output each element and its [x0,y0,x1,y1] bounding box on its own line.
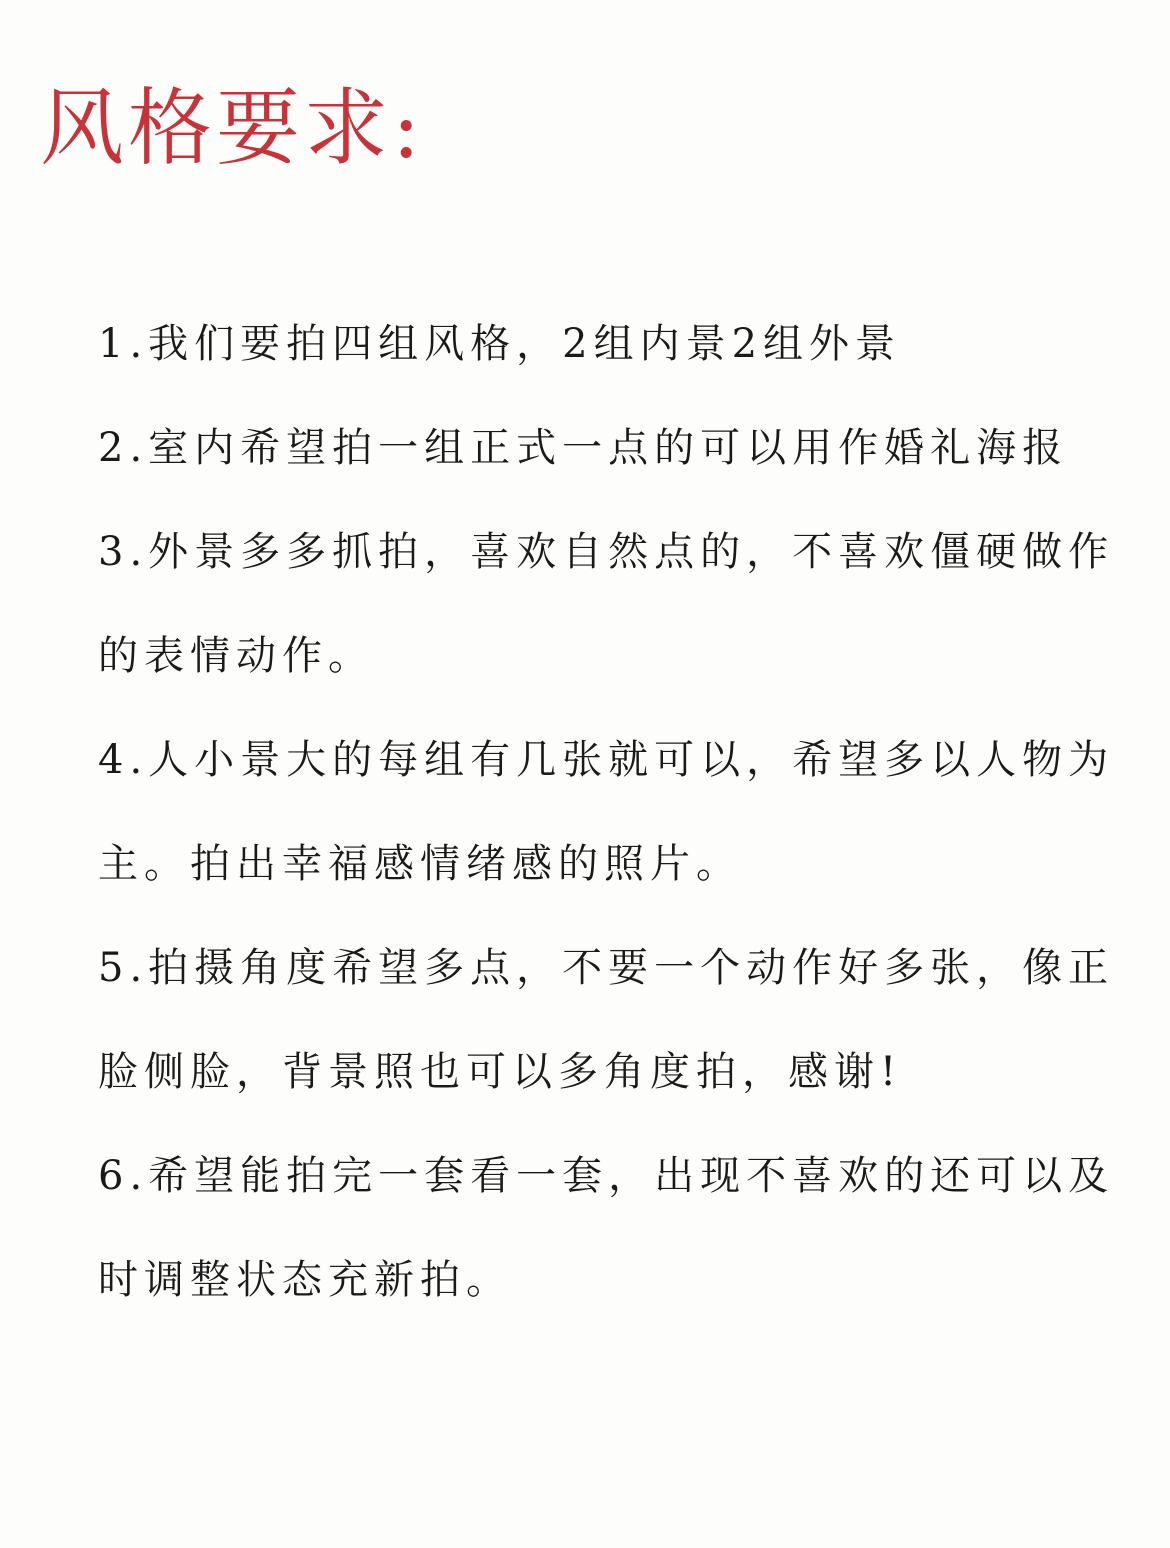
requirements-list [98,292,1138,1332]
requirement-item-1: 1.我们要拍四组风格，2组内景2组外景 [98,321,902,367]
page-title: 风格要求: [40,79,425,177]
requirement-item-5: 5.拍摄角度希望多点，不要一个动作好多张，像正脸侧脸，背景照也可以多角度拍，感谢! [98,945,1115,1095]
requirement-item-4: 4.人小景大的每组有几张就可以，希望多以人物为主。拍出幸福感情绪感的照片。 [98,737,1115,887]
requirement-item-2: 2.室内希望拍一组正式一点的可以用作婚礼海报 [98,425,1069,471]
requirement-item-3: 3.外景多多抓拍，喜欢自然点的，不喜欢僵硬做作的表情动作。 [98,529,1115,679]
requirement-item-6: 6.希望能拍完一套看一套，出现不喜欢的还可以及时调整状态充新拍。 [98,1153,1115,1303]
